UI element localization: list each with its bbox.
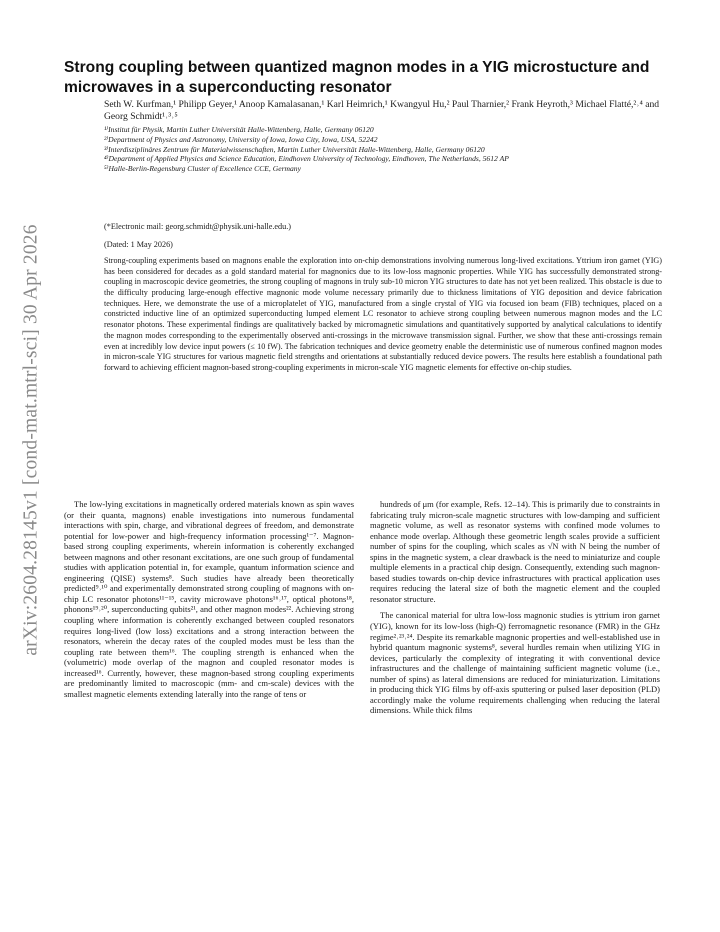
affiliation-4: ⁴⁾Department of Applied Physics and Science Education, Eindhoven University of Technology, Eindhoven, The Netherlands, 5612 AP <box>104 154 509 164</box>
affiliation-1: ¹⁾Institut für Physik, Martin Luther Universität Halle-Wittenberg, Halle, Germany 06120 <box>104 125 374 134</box>
paper-title: Strong coupling between quantized magnon modes in a YIG microstucture and microwaves in a superconducting resonator <box>64 59 650 96</box>
body-paragraph: hundreds of μm (for example, Refs. 12–14). This is primarily due to constraints in fabricating truly micron-scale magnetic structures with low-damping and sufficient magnetic volume, as well as resonator systems with confined mode volumes to enhance mode overlap. Although these geometric length scales provide a sufficient number of spins for the coupling, which scales as √N with N being the number of spins in the magnetic system, a clear drawback is the need to miniaturize and couple multiple elements in a practical chip design. Consequently, extending such magnon-based studies towards on-chip device infrastructures with practical application uses requires reducing the lateral size of both the magnetic element and the coupled resonator structure. <box>370 499 660 604</box>
date-line: (Dated: 1 May 2026) <box>104 240 173 249</box>
body-column-right <box>370 499 660 722</box>
author-list: Seth W. Kurfman,¹ Philipp Geyer,¹ Anoop Kamalasanan,¹ Karl Heimrich,¹ Kwangyul Hu,² Paul Tharnier,² Frank Heyroth,³ Michael Flatté,²˒⁴ and Georg Schmidt¹˒³˒⁵ <box>104 99 660 122</box>
corresponding-email: (*Electronic mail: georg.schmidt@physik.uni-halle.edu.) <box>104 222 292 231</box>
body-paragraph: The low-lying excitations in magnetically ordered materials known as spin waves (or their quanta, magnons) enable investigations into numerous fundamental interactions with spin, charge, and vibrational degrees of freedom, and demonstrate potential for low-power and high-frequency information processing¹⁻⁷. Magnon-based strong coupling experiments, wherein information is coherently exchanged between magnons and other resonant excitations, are one such group of fundamental studies with application potential in, for example, quantum information science and engineering (QISE) systems⁸. Such studies have already been theoretically predicted⁹˒¹⁰ and experimentally demonstrated strong coupling of magnons with on-chip LC resonator photons¹¹⁻¹⁵, cavity microwave photons¹⁶˒¹⁷, optical photons¹⁸, phonons¹⁹˒²⁰, superconducting qubits²¹, and other magnon modes²². Achieving strong coupling where information is coherently exchanged between coupled resonators requires long-lived (low loss) excitations and a strong interaction between the resonators, wherein the decay rates of the coupled modes must be less than the coupling rate between them¹⁶. The coupling strength is enhanced when the (volumetric) mode overlap of the magnon and coupled resonator modes is increased¹⁶. Currently, however, these magnon-based strong coupling experiments are predominantly limited to macroscopic (mm- and cm-scale) devices with the smallest magnetic elements extending laterally into the range of tens or <box>64 499 354 699</box>
body-column-left <box>64 499 354 705</box>
affiliation-2: ²⁾Department of Physics and Astronomy, University of Iowa, Iowa City, Iowa, USA, 52242 <box>104 134 378 144</box>
arxiv-identifier-stamp <box>2 180 62 700</box>
body-paragraph: The canonical material for ultra low-loss magnonic studies is yttrium iron garnet (YIG), known for its low-loss (high-Q) ferromagnetic resonance (FMR) in the GHz regime²˒²³˒²⁴. Despite its remarkable magnonic properties and well-established use in hybrid quantum magnonic systems⁸, several hurdles remain when utilizing YIG in devices, particularly the complexity of integrating it with conventional device infrastructures and the challenge of maintaining sufficient magnetic volume (i.e., number of spins) as lateral dimensions are reduced for miniaturization. Limitations in producing thick YIG films by off-axis sputtering or pulsed laser deposition (PLD) accordingly make the volume requirements challenging when reducing the lateral dimensions. While thick films <box>370 610 660 716</box>
affiliation-3: ³⁾Interdisziplinäres Zentrum für Materialwissenschaften, Martin Luther Universität Halle-Wittenberg, Halle, Germany 06120 <box>104 144 485 154</box>
affiliation-list <box>104 125 664 174</box>
affiliation-5: ⁵⁾Halle-Berlin-Regensburg Cluster of Excellence CCE, Germany <box>104 164 301 174</box>
arxiv-identifier: arXiv:2604.28145v1 [cond-mat.mtrl-sci] 30 Apr 2026 <box>21 224 43 656</box>
abstract: Strong-coupling experiments based on magnons enable the exploration into on-chip demonstrations involving numerous long-lived excitations. Yttrium iron garnet (YIG) has been considered for decades as a gold standard material for magnonics due to its low-loss magnonic properties. While YIG has successfully demonstrated strong-coupling in macroscopic device geometries, the strong coupling of magnons in truly sub-10 micron YIG structures to date has not yet been realized. This obstacle is due to the difficulty producing large-enough effective magnonic mode volume necessary primarily due to thickness limitations of YIG deposition and device fabrication techniques. Here, we demonstrate the use of a microplatelet of YIG, manufactured from a single crystal of YIG via focused ion beam (FIB) techniques, placed on a constricted inductive line of an optimized superconducting lumped element LC resonator to achieve strong coupling between numerous magnon modes and the LC resonator photons. These experimental findings are qualitatively backed by micromagnetic simulations and quantitatively supported by analytical calculations to identify the magnon modes corresponding to the experimentally observed anti-crossings in the microwave transmission signal. Further, we show that these anti-crossings remain even at incredibly low device input powers (≤ 10 fW). The fabrication techniques and device geometry enable the deterministic use of numerous confined magnon modes in micron-scale YIG structures for various magnetic field strengths and orientations at substantially reduced device powers. The results here establish a foundational path forward to achieving efficient magnon-based strong-coupling experiments in micron-scale YIG magnetic elements for effective on-chip studies. <box>104 256 662 372</box>
